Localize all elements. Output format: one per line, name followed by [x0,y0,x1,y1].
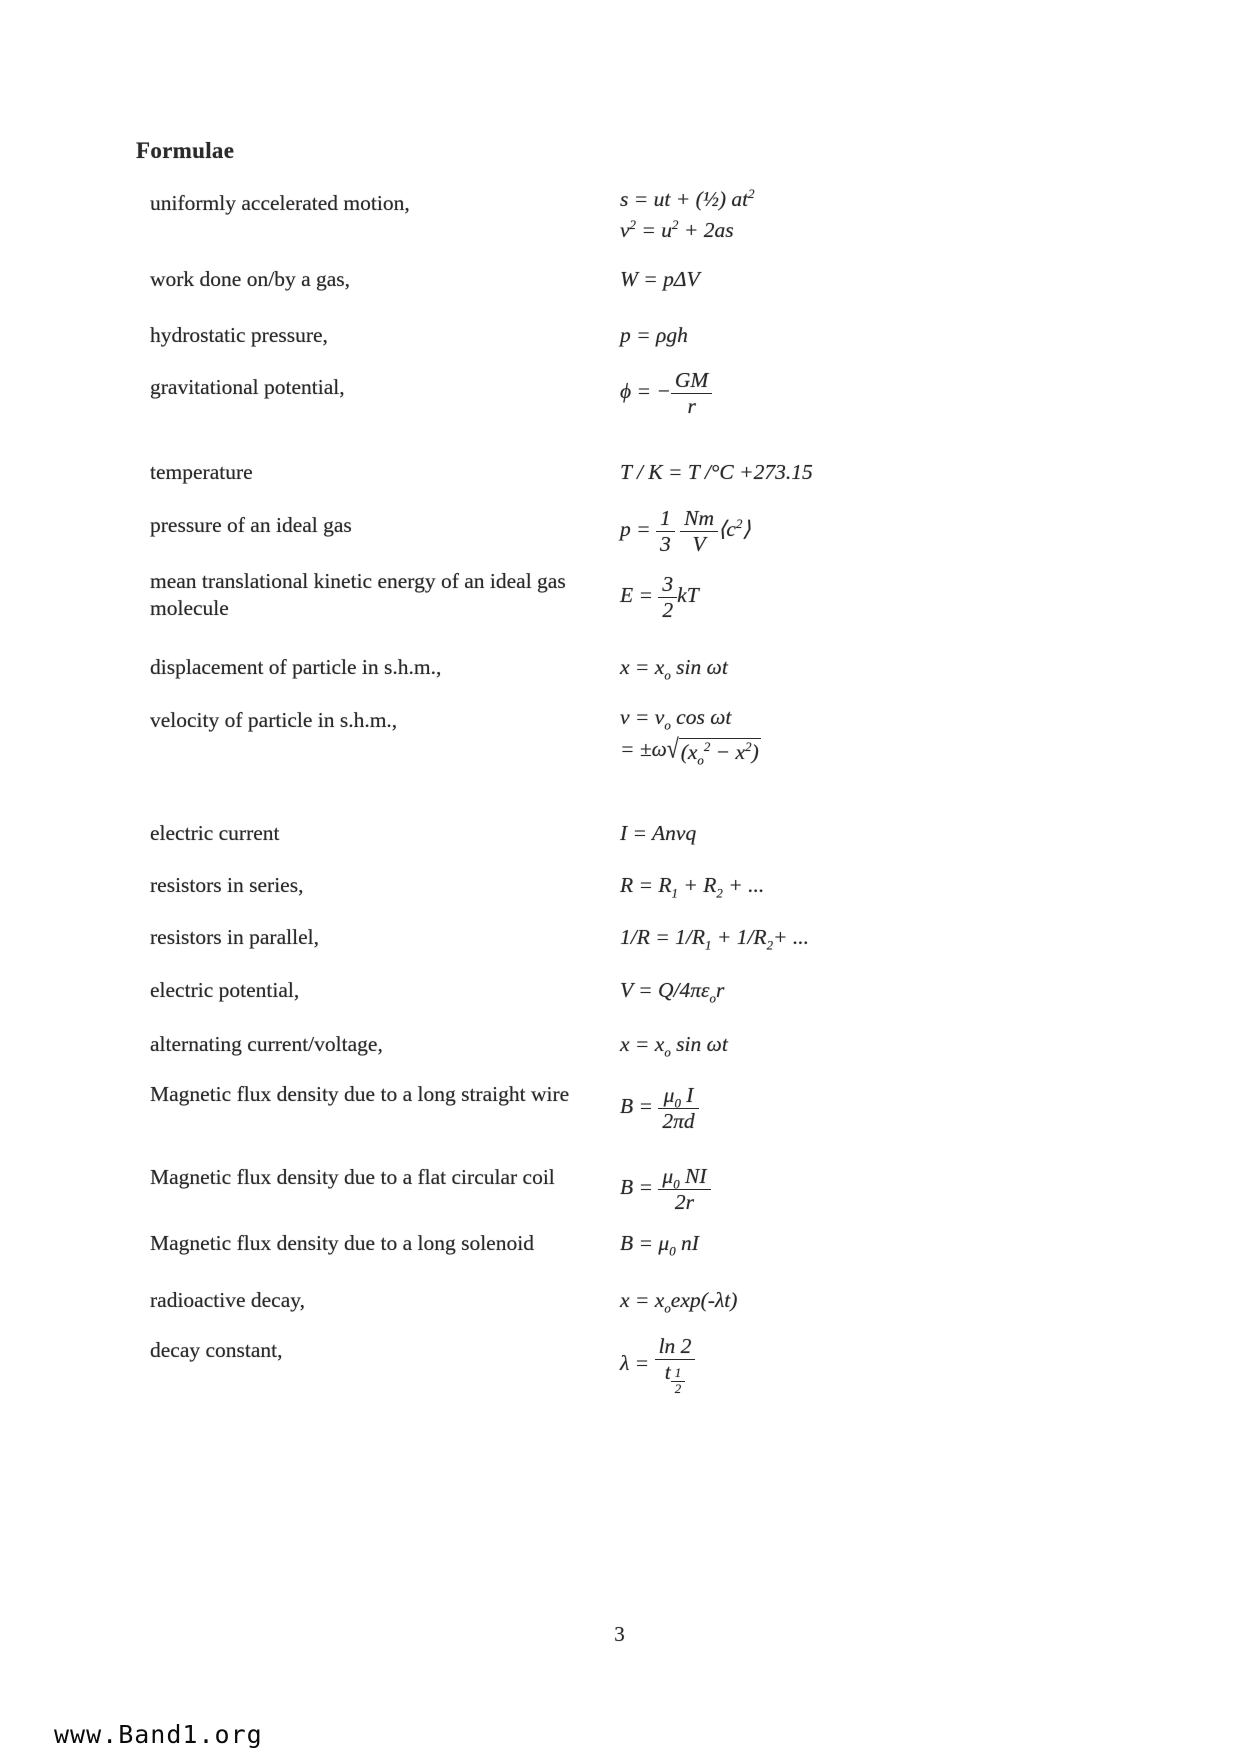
formula-expression: $x = x_o$ sin ωt [620,655,728,683]
formula-label: decay constant, [150,1338,283,1362]
formula-label: Magnetic flux density due to a long straight wire [150,1082,570,1106]
formula-expression: s = ut + (½) $at^2$ [620,186,755,211]
formula-label: uniformly accelerated motion, [150,191,410,215]
formula-expression: $x = x_o\exp(-\lambda t)$ [620,1288,738,1316]
formula-expression: $v = v_o$ cos ωt [620,705,732,733]
formula-label: resistors in series, [150,873,304,897]
formula-label: hydrostatic pressure, [150,323,328,347]
formula-expression: T / K = T /°C +273.15 [620,460,813,484]
formula-label: temperature [150,460,253,484]
formula-expression: ϕ = − $\frac{GM}{r}$ [620,368,712,418]
formula-label: electric current [150,821,280,845]
formula-expression: $x = x_o$ sin ωt [620,1032,728,1060]
formula-label: gravitational potential, [150,375,345,399]
formula-label: resistors in parallel, [150,925,319,949]
formula-label: displacement of particle in s.h.m., [150,655,442,679]
formula-expression: $B = \mu_0$ nI [620,1231,699,1259]
formula-expression: W = pΔV [620,267,700,291]
page-number: 3 [614,1622,625,1646]
formula-label: Magnetic flux density due to a long solenoid [150,1231,534,1255]
formula-label: radioactive decay, [150,1288,305,1312]
formula-label: electric potential, [150,978,300,1002]
formula-label: Magnetic flux density due to a flat circular coil [150,1165,555,1189]
formula-expression: $V = Q/4\pi\varepsilon_or$ [620,978,725,1006]
formula-expression: B = $\frac{\mu_0 NI}{2r}$ [620,1164,711,1214]
formula-expression: B = $\frac{\mu_0 I}{2\pi d}$ [620,1083,699,1133]
page-title: Formulae [136,138,235,163]
formula-expression: = ±ω √ $(x_o^2 - x^2)$ [620,733,759,767]
formula-label: velocity of particle in s.h.m., [150,708,398,732]
formula-label: mean translational kinetic energy of an ideal gas molecule [150,569,566,620]
formula-expression: p = $\frac{1}{3}$ $\frac{Nm}{V}$ $⟨c^2⟩$ [620,506,751,556]
watermark-text: www.Band1.org [54,1720,263,1749]
formula-expression: $R = R_1 + R_2$ + ... [620,873,765,901]
formula-expression: I = Anvq [620,821,697,845]
formula-expression: p = ρgh [620,323,688,347]
formula-expression: λ = ln 2 t $_{\frac{1}{2}}$ [620,1334,695,1396]
formula-label: alternating current/voltage, [150,1032,383,1056]
formula-label: pressure of an ideal gas [150,513,352,537]
formula-expression: $v^2 = u^2 + 2as$ [620,217,734,242]
formula-expression: $1/R = 1/R_1 + 1/R_2+$ ... [620,925,810,953]
formula-label: work done on/by a gas, [150,267,351,291]
formula-expression: E = $\frac{3}{2}$ kT [620,572,699,622]
